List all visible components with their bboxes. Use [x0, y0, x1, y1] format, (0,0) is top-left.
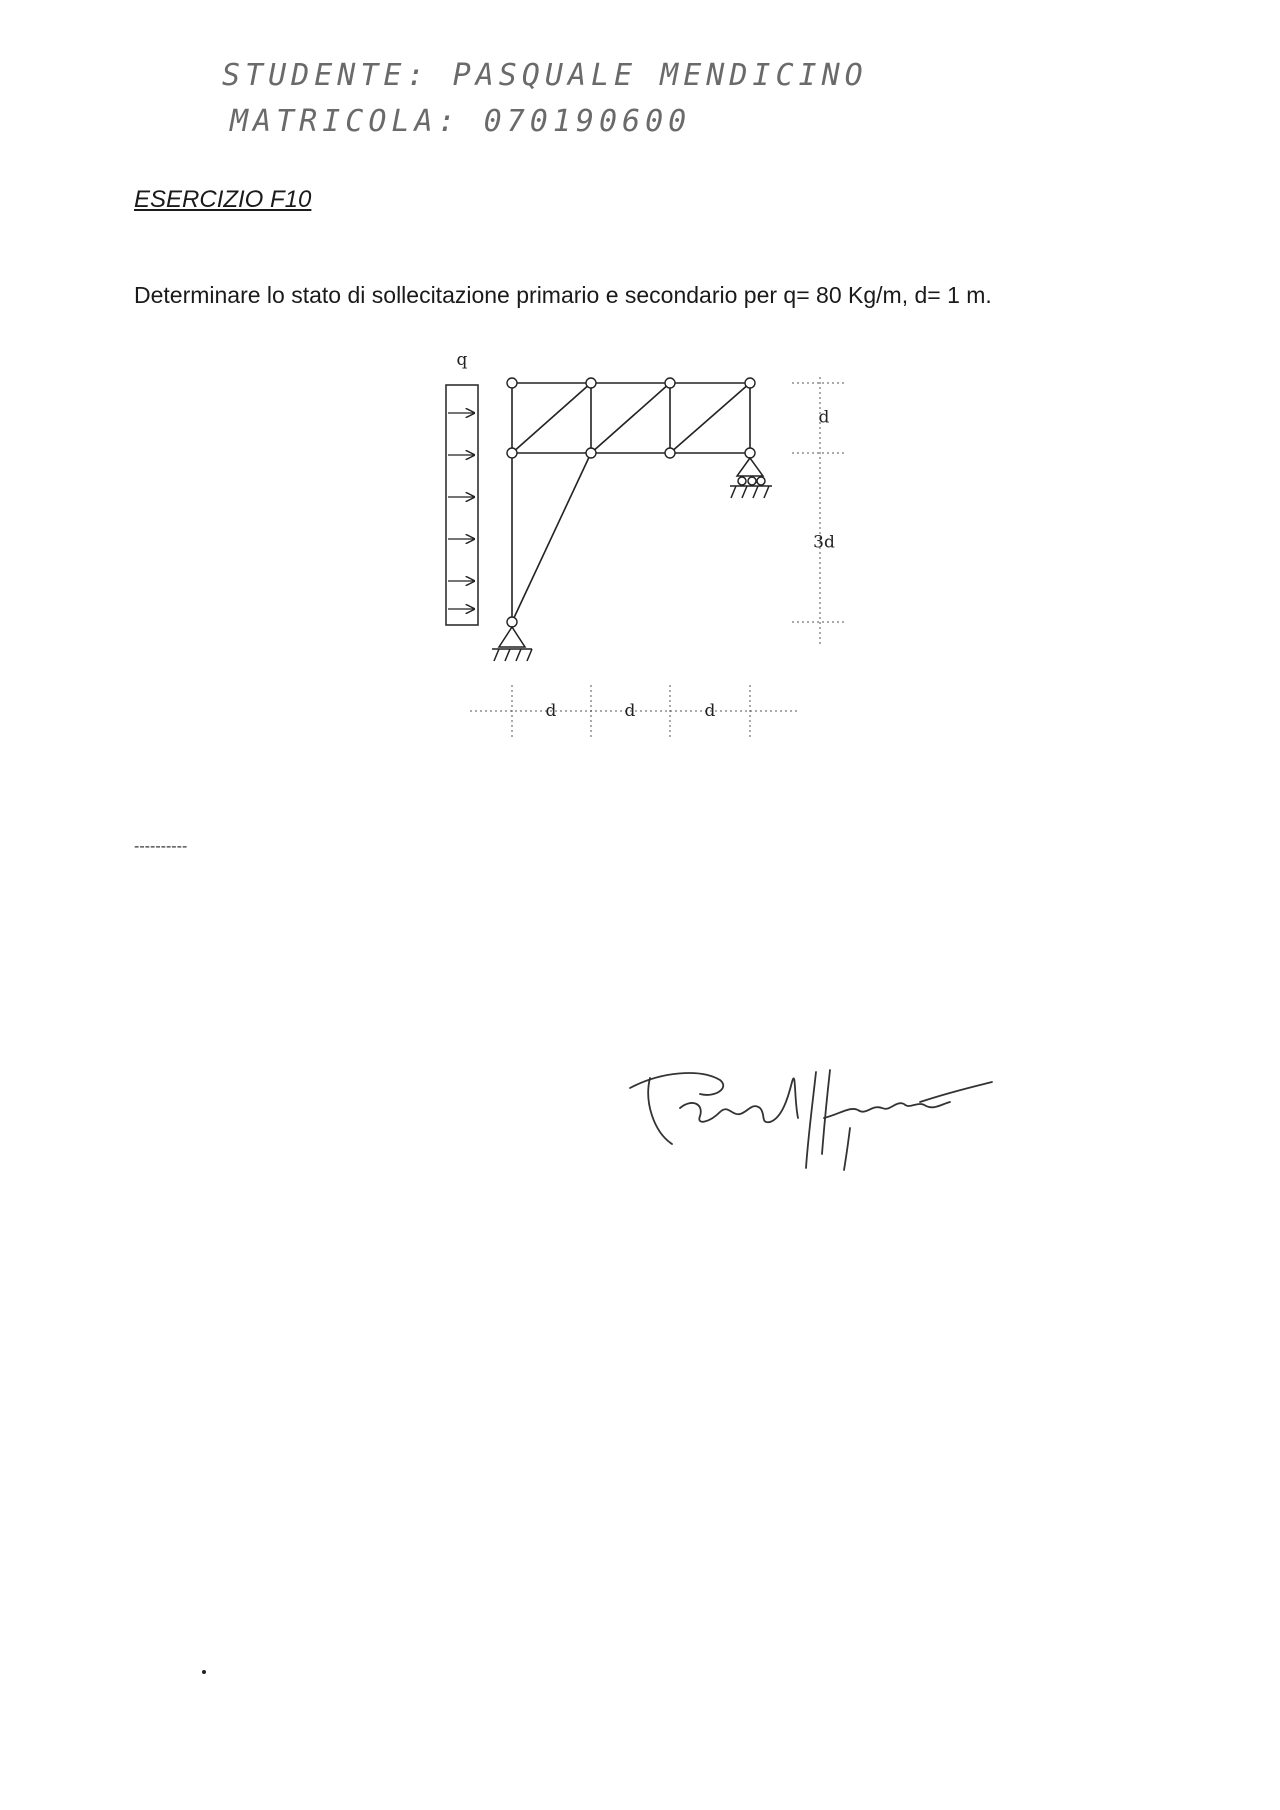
truss-hinges	[507, 378, 755, 627]
load-label: q	[456, 350, 468, 370]
signature	[620, 1058, 1000, 1178]
top-height-label: d	[818, 407, 830, 428]
separator-line: ----------	[134, 838, 188, 855]
exercise-title: ESERCIZIO F10	[134, 186, 312, 213]
distributed-load	[446, 385, 478, 625]
span-label-2: d	[624, 701, 636, 721]
student-name-line: STUDENTE: PASQUALE MENDICINO	[222, 58, 868, 93]
span-label-3: d	[704, 701, 716, 721]
total-height-label: 3d	[813, 532, 835, 553]
problem-statement: Determinare lo stato di sollecitazione primario e secondario per q= 80 Kg/m, d= 1 m.	[134, 282, 992, 308]
pin-support	[492, 627, 532, 661]
span-label-1: d	[545, 701, 557, 721]
page-dot	[202, 1670, 206, 1674]
truss-members	[512, 383, 750, 622]
roller-support	[730, 458, 772, 498]
truss-diagram	[400, 345, 880, 745]
matricola-line: MATRICOLA: 070190600	[230, 104, 692, 139]
